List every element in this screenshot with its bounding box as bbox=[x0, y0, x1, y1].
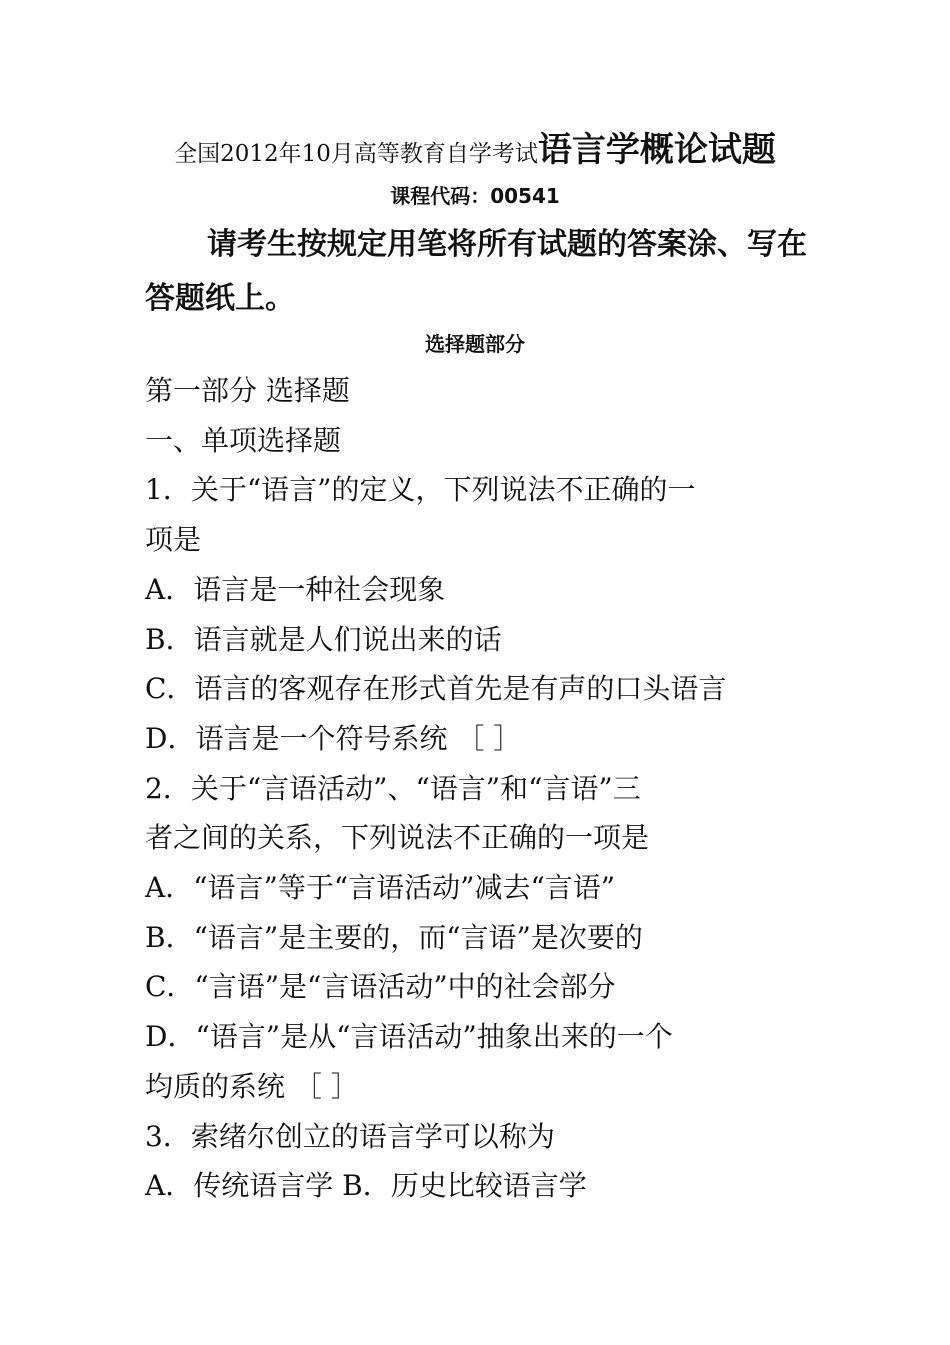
subsection-title: 一、单项选择题 bbox=[145, 423, 342, 457]
question-1-option-d: D．语言是一个符号系统 ［ ］ bbox=[145, 721, 522, 755]
question-3-options-ab: A．传统语言学 B．历史比较语言学 bbox=[145, 1169, 587, 1203]
question-1-option-c: C．语言的客观存在形式首先是有声的口头语言 bbox=[145, 672, 727, 706]
question-3-stem: 3．索绪尔创立的语言学可以称为 bbox=[145, 1119, 555, 1153]
section-heading: 选择题部分 bbox=[425, 332, 525, 356]
exam-title-prefix: 全国2012年10月高等教育自学考试 bbox=[174, 141, 538, 167]
question-2-option-a: A．“语言”等于“言语活动”减去“言语” bbox=[145, 871, 616, 905]
exam-body bbox=[145, 366, 810, 1211]
exam-instruction: 请考生按规定用笔将所有试题的答案涂、写在答题纸上。 bbox=[145, 227, 807, 316]
question-1-stem-line-1: 1．关于“语言”的定义，下列说法不正确的一 bbox=[145, 473, 696, 507]
part-title: 第一部分 选择题 bbox=[145, 374, 350, 407]
question-2-stem-line-2: 者之间的关系，下列说法不正确的一项是 bbox=[145, 821, 650, 855]
exam-title bbox=[0, 122, 950, 171]
exam-title-main: 语言学概论试题 bbox=[537, 130, 776, 170]
question-1-stem-line-2: 项是 bbox=[145, 523, 202, 557]
course-code: 课程代码：00541 bbox=[390, 184, 560, 208]
question-2-option-c: C．“言语”是“言语活动”中的社会部分 bbox=[145, 970, 616, 1004]
question-2-option-d-cont: 均质的系统 ［ ］ bbox=[145, 1069, 359, 1103]
question-1-option-b: B．语言就是人们说出来的话 bbox=[145, 622, 502, 656]
question-2-option-d: D．“语言”是从“言语活动”抽象出来的一个 bbox=[145, 1020, 673, 1054]
question-2-option-b: B．“语言”是主要的，而“言语”是次要的 bbox=[145, 920, 643, 954]
question-1-option-a: A．语言是一种社会现象 bbox=[145, 572, 446, 606]
question-2-stem-line-1: 2．关于“言语活动”、“语言”和“言语”三 bbox=[145, 771, 641, 805]
